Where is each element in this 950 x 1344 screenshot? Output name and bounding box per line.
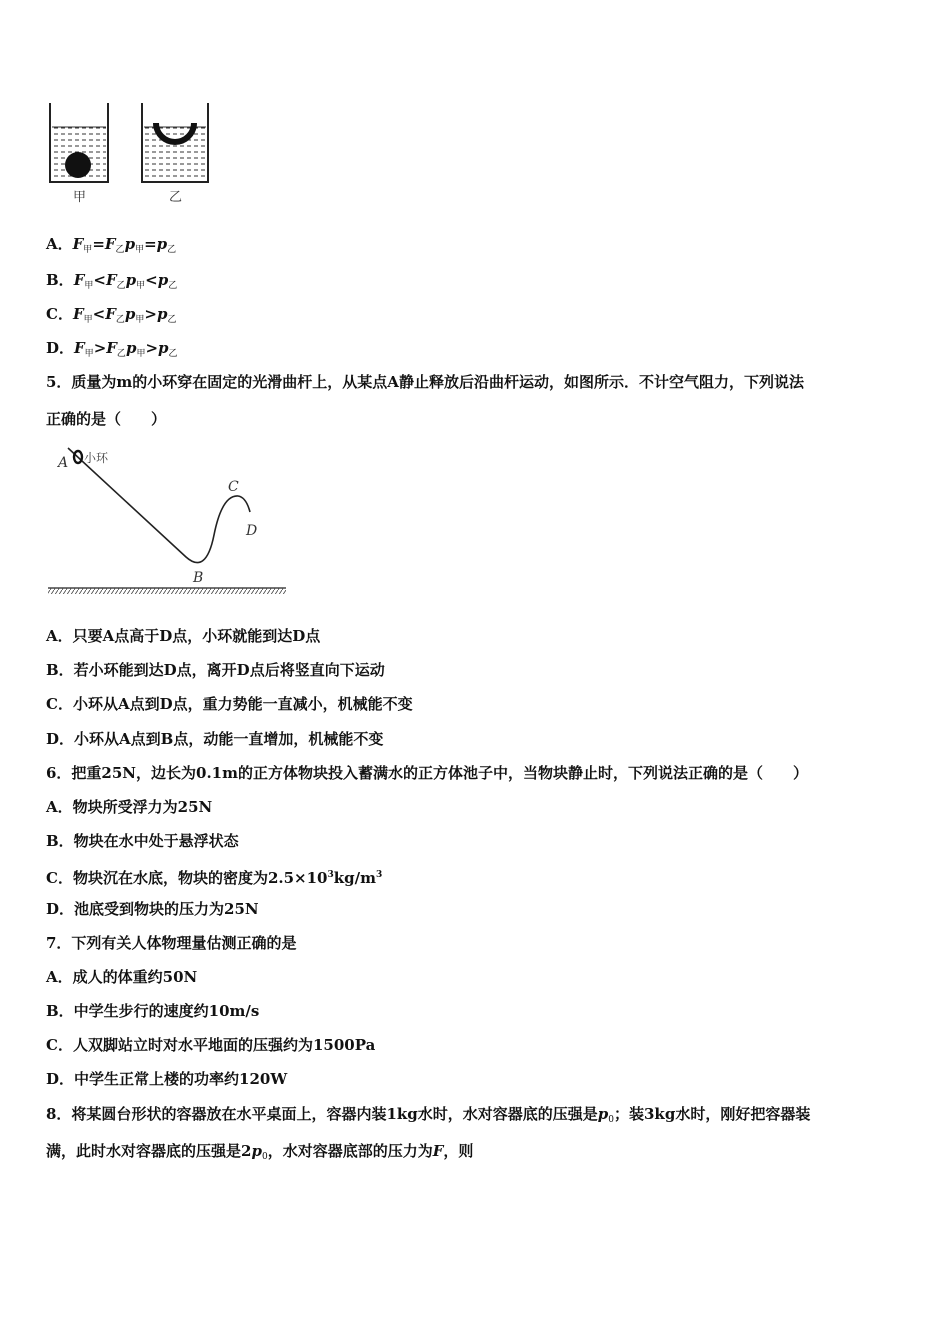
q5-option-a: A．只要A点高于D点，小环就能到达D点 — [46, 627, 321, 645]
point-d-label: D — [246, 523, 258, 539]
label-jia: 甲 — [73, 190, 87, 205]
q4-option-b: B．$F_甲<F_乙p_甲<p_乙$ — [46, 271, 178, 291]
ring-label: 小环 — [84, 451, 109, 465]
q7-option-d: D．中学生正常上楼的功率约120W — [46, 1070, 288, 1088]
q6-option-b: B．物块在水中处于悬浮状态 — [46, 832, 239, 850]
q8-stem-line1: 8．将某圆台形状的容器放在水平桌面上，容器内装1kg水时，水对容器底的压强是$p_0$；装3kg水时，刚好把容器装 — [46, 1105, 811, 1125]
q7-option-b: B．中学生步行的速度约10m/s — [46, 1002, 260, 1020]
point-b-label: B — [193, 570, 204, 586]
q6-option-a: A．物块所受浮力为25N — [46, 798, 213, 816]
q6-stem: 6．把重25N，边长为0.1m的正方体物块投入蓄满水的正方体池子中，当物块静止时，下列说法正确的是（ ） — [46, 764, 808, 782]
q7-stem: 7．下列有关人体物理量估测正确的是 — [46, 934, 297, 952]
container-jia — [50, 103, 108, 182]
curved-rod — [68, 448, 250, 563]
q6-option-c: C．物块沉在水底，物块的密度为$2.5\times 10^3kg/m^3$ — [46, 869, 383, 887]
container-yi — [142, 103, 208, 182]
q5-stem-line2: 正确的是（ ） — [46, 410, 167, 428]
q4-option-a: A．$F_甲=F_乙p_甲=p_乙$ — [46, 235, 177, 255]
q7-option-c: C．人双脚站立时对水平地面的压强约为1500Pa — [46, 1036, 376, 1054]
point-a-label: A — [58, 455, 69, 471]
curved-rod-figure — [46, 440, 296, 605]
q4-option-d: D．$F_甲>F_乙p_甲>p_乙$ — [46, 339, 178, 359]
point-c-label: C — [228, 479, 239, 495]
q5-option-d: D．小环从A点到B点，动能一直增加，机械能不变 — [46, 730, 384, 748]
q7-option-a: A．成人的体重约50N — [46, 968, 198, 986]
q4-option-c: C．$F_甲<F_乙p_甲>p_乙$ — [46, 305, 177, 325]
q5-stem-line1: 5．质量为m的小环穿在固定的光滑曲杆上，从某点A静止释放后沿曲杆运动，如图所示．不计空气阻力，下列说法 — [46, 373, 804, 391]
q5-option-c: C．小环从A点到D点，重力势能一直减小，机械能不变 — [46, 695, 413, 713]
q8-stem-line2: 满，此时水对容器底的压强是$2p_0$，水对容器底部的压力为F，则 — [46, 1142, 474, 1162]
containers-figure — [40, 95, 220, 210]
q5-option-b: B．若小环能到达D点，离开D点后将竖直向下运动 — [46, 661, 385, 679]
label-yi: 乙 — [169, 190, 183, 205]
q6-option-d: D．池底受到物块的压力为25N — [46, 900, 259, 918]
